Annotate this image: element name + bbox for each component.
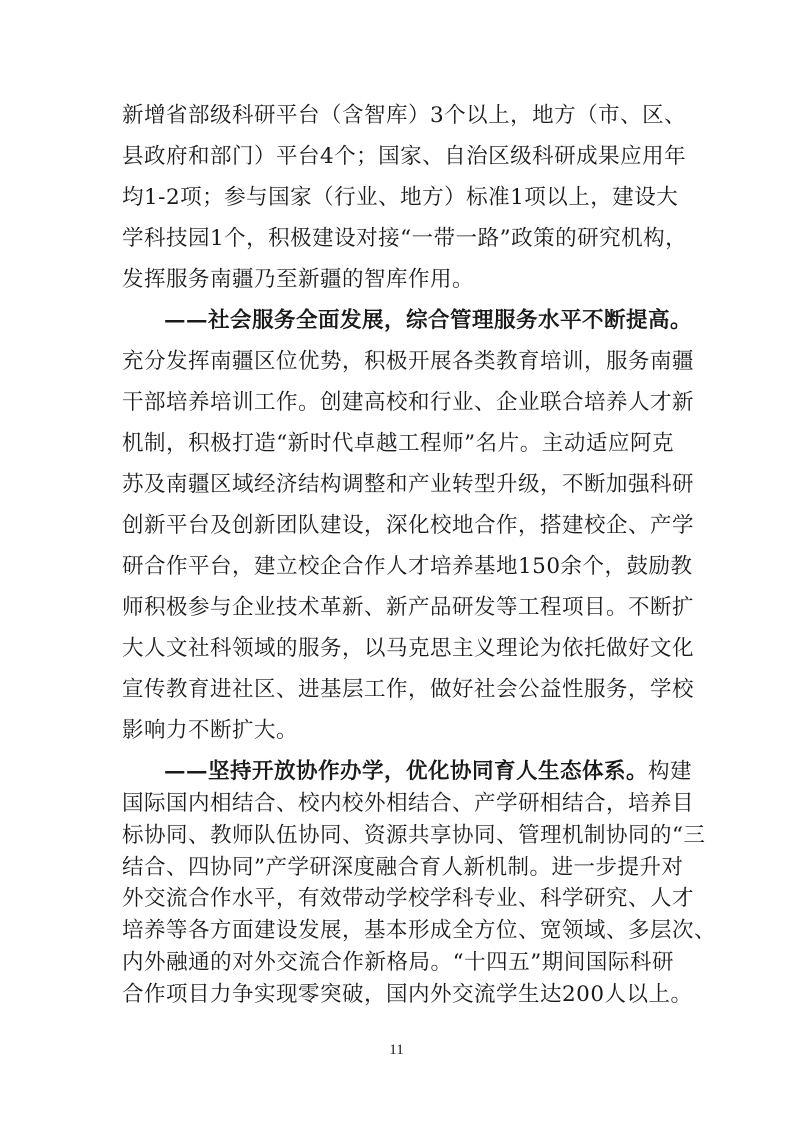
paragraph1-line-4: 学科技园1个，积极建设对接“一带一路”政策的研究机构，: [122, 226, 688, 251]
paragraph3-line-6: 内外融通的对外交流合作新格局。“十四五”期间国际科研: [122, 950, 674, 975]
paragraph1-line-1: 新增省部级科研平台（含智库）3个以上，地方（市、区、: [122, 103, 687, 128]
paragraph3-line-1: 国际国内相结合、校内校外相结合、产学研相结合，培养目: [122, 791, 695, 816]
paragraph3-heading-tail: 构建: [648, 759, 693, 784]
paragraph2-line-5: 创新平台及创新团队建设，深化校地合作，搭建校企、产学: [122, 513, 695, 538]
page-number: 11: [389, 1042, 404, 1058]
paragraph2-line-2: 干部培养培训工作。创建高校和行业、企业联合培养人才新: [122, 390, 695, 415]
paragraph3-line-2: 标协同、教师队伍协同、资源共享协同、管理机制协同的“三: [122, 823, 706, 848]
paragraph1-line-2: 县政府和部门）平台4个；国家、自治区级科研成果应用年: [122, 144, 687, 169]
paragraph2-line-7: 师积极参与企业技术革新、新产品研发等工程项目。不断扩: [122, 595, 695, 620]
paragraph3-line-4: 外交流合作水平，有效带动学校学科专业、科学研究、人才: [122, 886, 695, 911]
paragraph3-line-5: 培养等各方面建设发展，基本形成全方位、宽领域、多层次、: [122, 918, 717, 943]
paragraph1-line-5: 发挥服务南疆乃至新疆的智库作用。: [122, 267, 475, 292]
paragraph2-line-3: 机制，积极打造“新时代卓越工程师”名片。主动适应阿克: [122, 431, 674, 456]
paragraph2-line-1: 充分发挥南疆区位优势，积极开展各类教育培训，服务南疆: [122, 349, 695, 374]
paragraph2-line-8: 大人文社科领域的服务，以马克思主义理论为依托做好文化: [122, 636, 695, 661]
paragraph2-line-4: 苏及南疆区域经济结构调整和产业转型升级，不断加强科研: [122, 472, 695, 497]
paragraph1-line-3: 均1-2项；参与国家（行业、地方）标准1项以上，建设大: [122, 185, 679, 210]
paragraph3-line-3: 结合、四协同”产学研深度融合育人新机制。进一步提升对: [122, 855, 684, 880]
paragraph3-heading: ——坚持开放协作办学，优化协同育人生态体系。: [164, 759, 649, 784]
paragraph2-line-6: 研合作平台，建立校企合作人才培养基地150余个，鼓励教: [122, 554, 693, 579]
paragraph3-line-7: 合作项目力争实现零突破，国内外交流学生达200人以上。: [122, 982, 693, 1007]
paragraph2-line-9: 宣传教育进社区、进基层工作，做好社会公益性服务，学校: [122, 677, 695, 702]
paragraph2-line-10: 影响力不断扩大。: [122, 718, 299, 743]
paragraph2-heading: ——社会服务全面发展，综合管理服务水平不断提高。: [164, 308, 693, 333]
